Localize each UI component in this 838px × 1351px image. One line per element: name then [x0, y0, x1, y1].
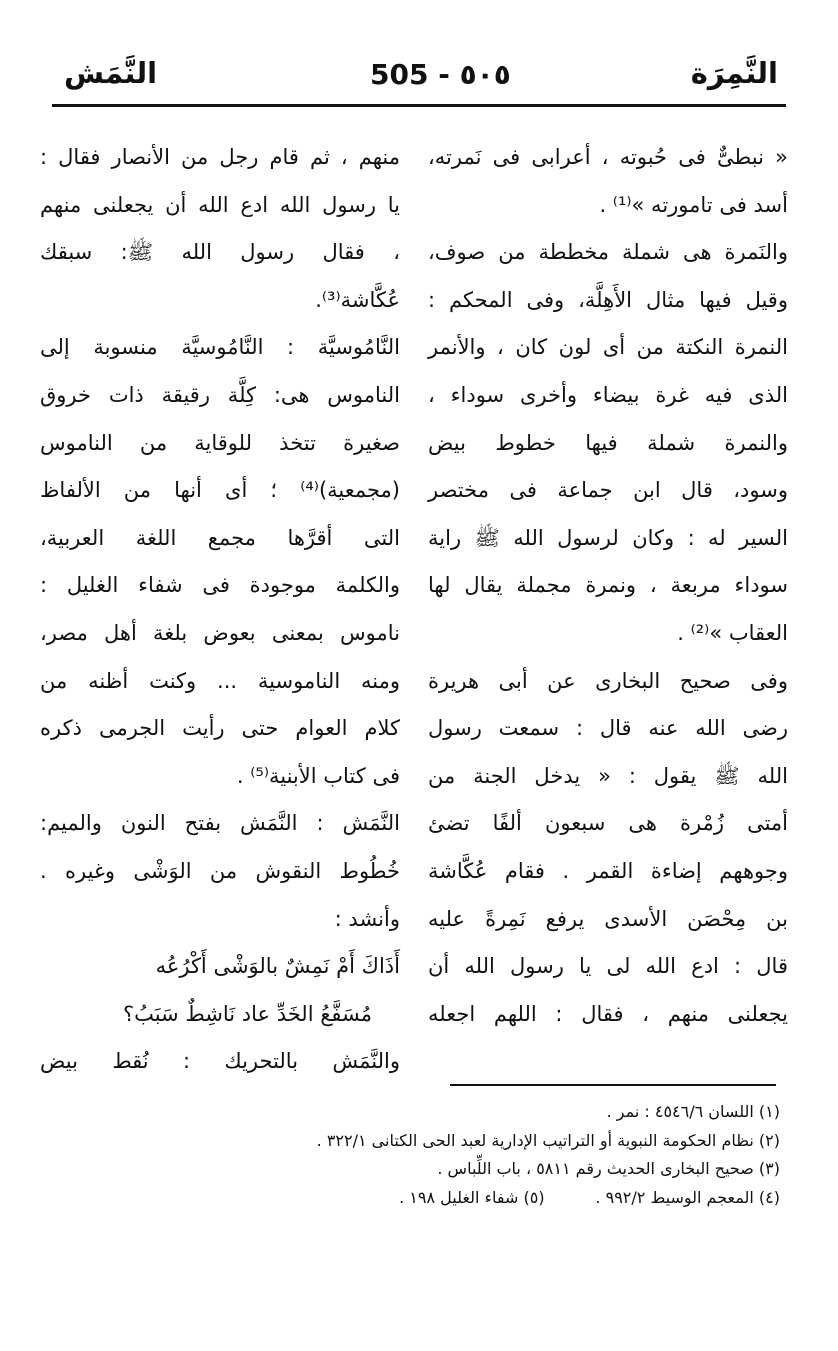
footnote: (١) اللسان ٤٥٤٦/٦ : نمر .: [606, 1102, 780, 1121]
entry-heading-line: النَّامُوسيَّة : النَّامُوسيَّة منسوبة إلى: [40, 335, 400, 360]
text-line: ناموس بمعنى بعوض بلغة أهل مصر،: [40, 620, 400, 645]
left-column: [40, 134, 400, 1086]
entry-heading-line: النَّمَش : النَّمَش بفتح النون والميم:: [40, 811, 400, 836]
verse-line: مُسَفَّعُ الخَدِّ عاد نَاشِطٌ سَبَبُ؟: [122, 1001, 372, 1026]
footnotes: [60, 1098, 780, 1212]
text-line: والنَّمَش بالتحريك : نُقط بيض: [40, 1049, 400, 1074]
right-column: [428, 134, 788, 1038]
footnote: (٢) نظام الحكومة النبوية أو التراتيب الإدارية لعبد الحى الكتانى ٣٢٢/١ .: [316, 1130, 780, 1150]
text-line: منهم ، ثم قام رجل من الأنصار فقال :: [40, 145, 400, 169]
footnote: (٤) المعجم الوسيط ٩٩٢/٢ . (٥) شفاء الغليل ١٩٨ .: [399, 1187, 780, 1207]
text-line: الله ﷺ يقول : « يدخل الجنة من: [428, 763, 788, 788]
text-line: الناموس هى: كِلَّة رقيقة ذات خروق: [40, 382, 400, 407]
text-line: وقيل فيها مثال الأَهِلَّة، وفى المحكم :: [428, 287, 788, 312]
page-number: 505 - ٥٠٥: [370, 58, 511, 91]
text-line: وجوههم إضاءة القمر . فقام عُكَّاشة: [428, 858, 788, 883]
text-line: ومنه الناموسية ... وكنت أظنه من: [40, 668, 400, 693]
text-line: التى أقرَّها مجمع اللغة العربية،: [40, 525, 400, 550]
text-line: الذى فيه غرة بيضاء وأخرى سوداء ،: [428, 382, 788, 407]
text-line: رضى الله عنه قال : سمعت رسول: [428, 716, 788, 741]
text-line: يا رسول الله ادع الله أن يجعلنى منهم: [40, 192, 400, 217]
text-line: (مجمعية)⁽⁴⁾ ؛ أى أنها من الألفاظ: [40, 478, 400, 503]
header-rule: [52, 104, 786, 107]
verse-line: أَذَاكَ أَمْ نَمِشٌ بالوَشْى أَكْرُعُه: [155, 954, 400, 979]
page-header: [50, 52, 788, 98]
text-line: عُكَّاشة⁽³⁾.: [315, 287, 400, 312]
footnote: (٣) صحيح البخارى الحديث رقم ٥٨١١ ، باب اللِّباس .: [437, 1159, 780, 1178]
text-line: سوداء مربعة ، ونمرة مجملة يقال لها: [428, 573, 788, 598]
text-line: كلام العوام حتى رأيت الجرمى ذكره: [40, 716, 400, 741]
text-line: أسد فى تامورته »⁽¹⁾ .: [599, 192, 788, 217]
text-line: يجعلنى منهم ، فقال : اللهم اجعله: [428, 1001, 788, 1026]
text-line: قال : ادع الله لى يا رسول الله أن: [428, 954, 788, 979]
text-line: صغيرة تتخذ للوقاية من الناموس: [40, 430, 400, 455]
running-head-left: النَّمَش: [64, 56, 158, 90]
text-line: وأنشد :: [334, 906, 400, 931]
running-head-right: النَّمِرَة: [690, 56, 778, 90]
text-line: فى كتاب الأبنية⁽⁵⁾ .: [236, 763, 400, 788]
text-line: وفى صحيح البخارى عن أبى هريرة: [428, 668, 788, 693]
text-line: العقاب »⁽²⁾ .: [677, 620, 788, 645]
text-line: والنمرة شملة فيها خطوط بيض: [428, 430, 788, 455]
text-line: أمتى زُمْرة هى سبعون ألفًا تضئ: [428, 811, 788, 836]
text-line: السير له : وكان لرسول الله ﷺ راية: [428, 525, 788, 550]
text-line: بن مِحْصَن الأسدى يرفع نَمِرةً عليه: [428, 906, 788, 931]
text-line: النمرة النكتة من أى لون كان ، والأنمر: [428, 335, 788, 360]
text-line: وسود، قال ابن جماعة فى مختصر: [428, 478, 788, 503]
text-line: خُطُوط النقوش من الوَشْى وغيره .: [40, 858, 400, 883]
text-line: « نبطىٌّ فى حُبوته ، أعرابى فى نَمرته،: [428, 145, 788, 169]
text-line: والنَمرة هى شملة مخططة من صوف،: [428, 240, 788, 265]
footnote-rule: [450, 1084, 776, 1086]
text-line: ، فقال رسول الله ﷺ: سبقك: [40, 240, 400, 265]
text-line: والكلمة موجودة فى شفاء الغليل :: [40, 573, 400, 598]
